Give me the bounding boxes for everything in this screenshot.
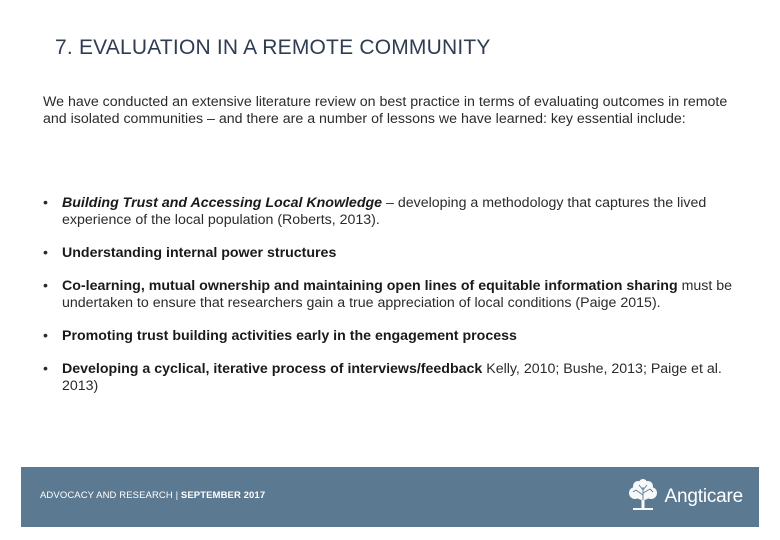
logo-wordmark: Angticare xyxy=(664,486,743,507)
footer-bar xyxy=(21,467,759,527)
list-item xyxy=(43,328,743,345)
key-lessons-list xyxy=(43,195,743,411)
list-item-heading: Promoting trust building activities early in the engagement process xyxy=(62,328,517,344)
bullet-marker: • xyxy=(43,278,48,294)
intro-paragraph: We have conducted an extensive literature review on best practice in terms of evaluating outcomes in remote and isolated communities – and there are a number of lessons we have learned: key essential include: xyxy=(43,94,728,127)
list-item xyxy=(43,278,743,312)
footer-caption xyxy=(40,490,265,501)
list-item-heading: Understanding internal power structures xyxy=(62,245,337,261)
list-item-heading: Building Trust and Accessing Local Knowledge xyxy=(62,195,383,211)
list-item-text: Kelly, 2010; Bushe, 2013; Paige et al. 2013) xyxy=(62,361,722,394)
list-item-text: – developing a methodology that captures the lived experience of the local population (Roberts, 2013). xyxy=(62,195,707,228)
list-item xyxy=(43,245,743,262)
list-item xyxy=(43,195,743,229)
footer-label: ADVOCACY AND RESEARCH | xyxy=(40,490,179,501)
footer-date: SEPTEMBER 2017 xyxy=(180,490,266,501)
page-title: 7. EVALUATION IN A REMOTE COMMUNITY xyxy=(55,36,491,59)
list-item-heading: Co-learning, mutual ownership and maintaining open lines of equitable information sharing xyxy=(62,278,678,294)
bullet-marker: • xyxy=(43,245,48,261)
bullet-marker: • xyxy=(43,328,48,344)
list-item xyxy=(43,361,743,395)
bullet-marker: • xyxy=(43,361,48,377)
tree-icon xyxy=(624,479,662,515)
list-item-heading: Developing a cyclical, iterative process of interviews/feedback xyxy=(62,361,483,377)
list-item-text: must be undertaken to ensure that researchers gain a true appreciation of local conditions (Paige 2015). xyxy=(62,278,733,311)
bullet-marker: • xyxy=(43,195,48,211)
anglicare-logo xyxy=(624,479,743,515)
